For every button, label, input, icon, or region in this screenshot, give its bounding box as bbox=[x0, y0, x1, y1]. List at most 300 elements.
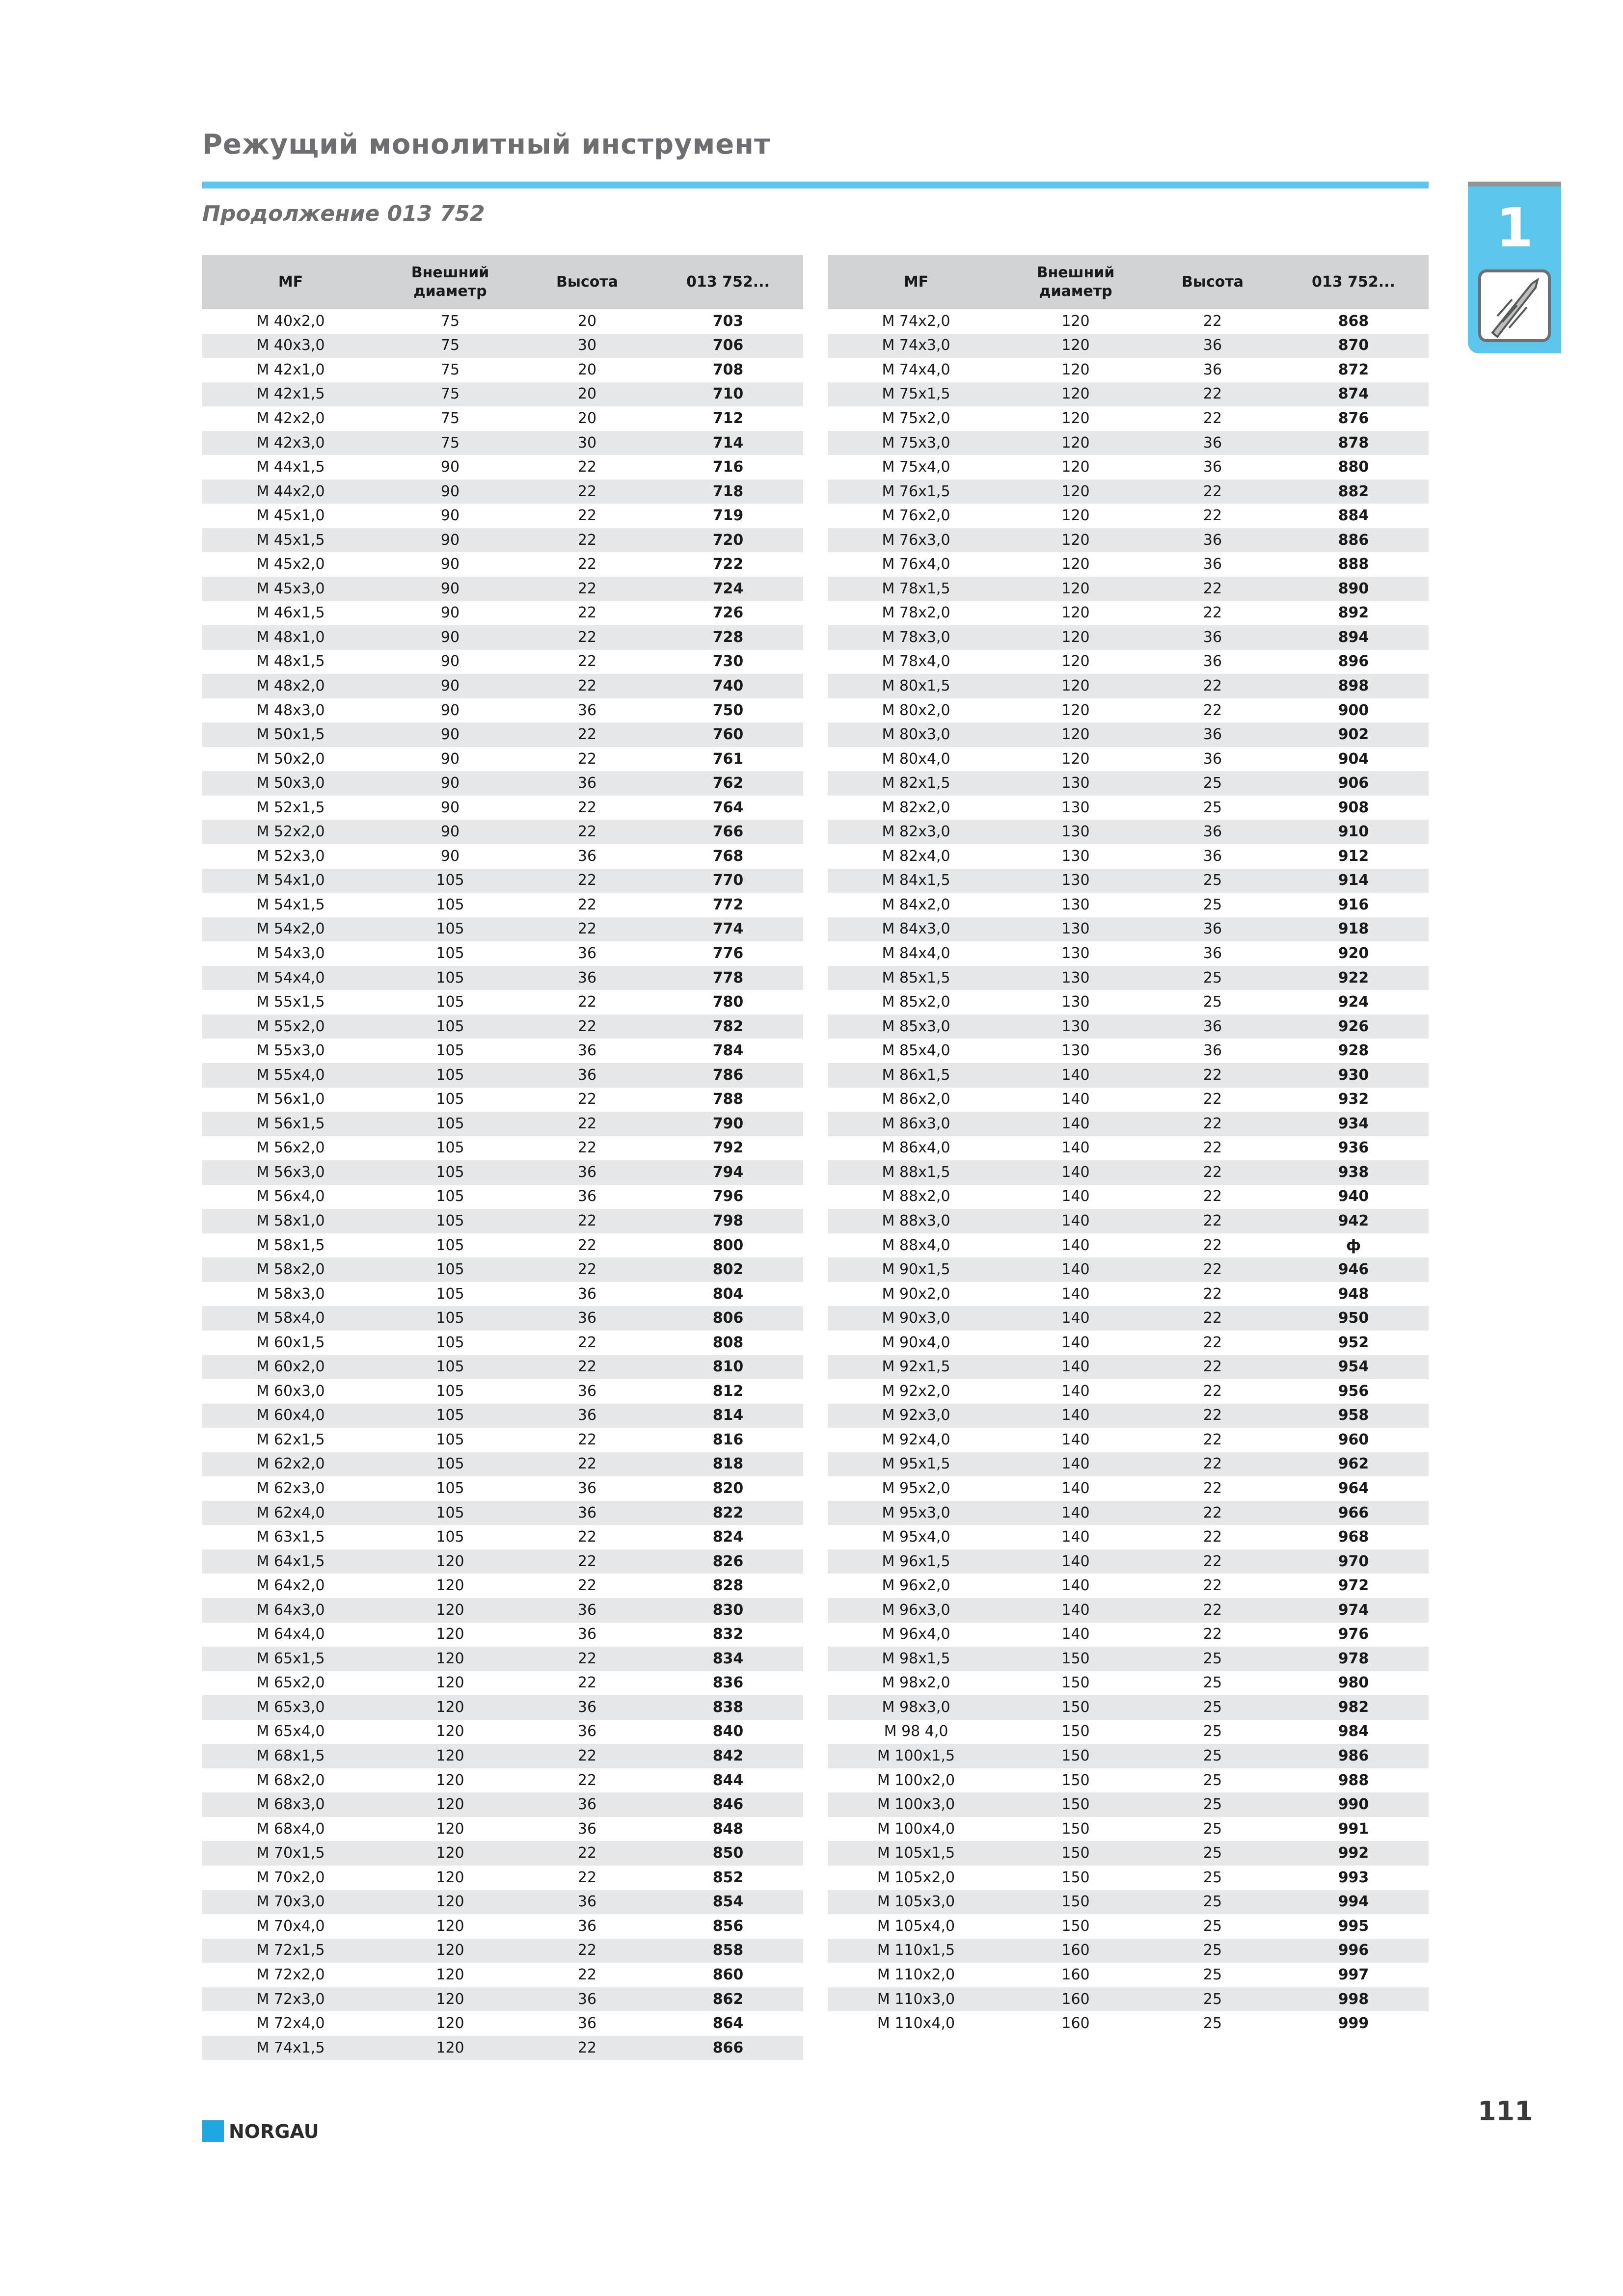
cell-height: 22 bbox=[521, 1015, 653, 1039]
cell-height: 36 bbox=[1203, 458, 1222, 476]
cell-height: 22 bbox=[1147, 1549, 1278, 1574]
cell-height: 36 bbox=[577, 1917, 597, 1935]
cell-outer-diameter: 105 bbox=[379, 1063, 521, 1088]
table-row bbox=[828, 1890, 1429, 1915]
cell-code: 780 bbox=[712, 993, 744, 1011]
table-row bbox=[202, 455, 803, 480]
cell-outer-diameter: 90 bbox=[379, 480, 521, 504]
cell-mf: M 92x2,0 bbox=[882, 1382, 950, 1400]
cell-code: 880 bbox=[1338, 458, 1369, 476]
cell-mf: M 98x2,0 bbox=[882, 1674, 950, 1692]
header-diameter-line2: диаметр bbox=[1039, 283, 1112, 300]
cell-height: 25 bbox=[1147, 1744, 1278, 1768]
cell-mf: M 60x4,0 bbox=[202, 1404, 379, 1428]
table-row bbox=[828, 1209, 1429, 1233]
cell-outer-diameter: 120 bbox=[436, 1626, 464, 1643]
cell-mf: M 50x1,5 bbox=[202, 722, 379, 747]
cell-code: 740 bbox=[653, 674, 803, 698]
cell-outer-diameter: 105 bbox=[436, 1139, 464, 1157]
cell-height: 25 bbox=[1147, 1647, 1278, 1671]
cell-height: 36 bbox=[1147, 722, 1278, 747]
cell-mf: M 64x2,0 bbox=[256, 1577, 325, 1595]
table-row bbox=[202, 1987, 803, 2012]
cell-mf: M 62x1,5 bbox=[256, 1431, 325, 1448]
cell-height: 36 bbox=[1147, 334, 1278, 358]
cell-code: 898 bbox=[1278, 674, 1429, 698]
table-row bbox=[828, 1720, 1429, 1744]
cell-code: 988 bbox=[1338, 1771, 1369, 1789]
table-row bbox=[202, 1914, 803, 1939]
cell-code: 876 bbox=[1338, 409, 1369, 427]
cell-height: 22 bbox=[1147, 1063, 1278, 1088]
cell-height: 25 bbox=[1147, 1939, 1278, 1963]
cell-mf: M 80x3,0 bbox=[828, 722, 1004, 747]
cell-height: 36 bbox=[1147, 528, 1278, 553]
chapter-tab[interactable] bbox=[1468, 182, 1561, 353]
cell-height: 22 bbox=[521, 1209, 653, 1233]
cell-outer-diameter: 120 bbox=[436, 1869, 464, 1886]
table-row bbox=[828, 1987, 1429, 2012]
cell-height: 22 bbox=[1147, 1404, 1278, 1428]
cell-code: 842 bbox=[653, 1744, 803, 1768]
cell-height: 36 bbox=[577, 2015, 597, 2032]
table-row bbox=[828, 1282, 1429, 1307]
cell-mf: M 98 4,0 bbox=[884, 1723, 948, 1740]
cell-mf: M 96x2,0 bbox=[882, 1577, 950, 1595]
cell-outer-diameter: 120 bbox=[1004, 674, 1147, 698]
cell-outer-diameter: 120 bbox=[436, 1917, 464, 1935]
cell-mf: M 56x2,0 bbox=[256, 1139, 325, 1157]
cell-height: 22 bbox=[577, 1139, 597, 1157]
table-row bbox=[202, 1841, 803, 1866]
table-row bbox=[202, 1039, 803, 1063]
cell-code: 832 bbox=[712, 1626, 744, 1643]
cell-outer-diameter: 90 bbox=[440, 847, 460, 865]
cell-height: 36 bbox=[577, 701, 597, 719]
cell-height: 22 bbox=[577, 1431, 597, 1448]
cell-outer-diameter: 140 bbox=[1004, 1355, 1147, 1380]
table-row bbox=[828, 1404, 1429, 1428]
cell-outer-diameter: 75 bbox=[440, 312, 460, 330]
table-row bbox=[828, 1063, 1429, 1088]
cell-height: 20 bbox=[577, 361, 597, 378]
cell-outer-diameter: 105 bbox=[436, 1480, 464, 1497]
cell-code: 762 bbox=[653, 771, 803, 796]
cell-code: 872 bbox=[1338, 361, 1369, 378]
cell-mf: M 84x2,0 bbox=[882, 896, 950, 913]
cell-height: 25 bbox=[1203, 799, 1222, 816]
cell-code: 836 bbox=[712, 1674, 744, 1692]
cell-outer-diameter: 75 bbox=[440, 409, 460, 427]
cell-height: 22 bbox=[1147, 674, 1278, 698]
cell-code: 878 bbox=[1278, 431, 1429, 455]
cell-height: 22 bbox=[1147, 577, 1278, 601]
cell-height: 36 bbox=[521, 1063, 653, 1088]
cell-height: 22 bbox=[577, 993, 597, 1011]
cell-code: 772 bbox=[712, 896, 744, 913]
cell-mf: M 45x3,0 bbox=[202, 577, 379, 601]
cell-mf: M 58x1,0 bbox=[202, 1209, 379, 1233]
table-row bbox=[828, 1112, 1429, 1136]
table-row bbox=[828, 528, 1429, 553]
cell-height: 25 bbox=[1203, 993, 1222, 1011]
table-row bbox=[202, 1063, 803, 1088]
brand-logo-text: NORGAU bbox=[229, 2121, 319, 2142]
cell-code: 900 bbox=[1338, 701, 1369, 719]
cell-code: 993 bbox=[1338, 1869, 1369, 1886]
cell-height: 30 bbox=[521, 431, 653, 455]
cell-code: 840 bbox=[712, 1723, 744, 1740]
cell-code: 730 bbox=[712, 653, 744, 670]
cell-outer-diameter: 105 bbox=[379, 1306, 521, 1331]
table-row bbox=[202, 1185, 803, 1209]
cell-height: 22 bbox=[1147, 480, 1278, 504]
cell-mf: M 76x2,0 bbox=[882, 507, 950, 525]
cell-mf: M 45x1,5 bbox=[202, 528, 379, 553]
table-row bbox=[828, 625, 1429, 650]
table-row bbox=[202, 1768, 803, 1793]
cell-code: 706 bbox=[653, 334, 803, 358]
table-row bbox=[828, 2011, 1429, 2036]
table-row bbox=[828, 1671, 1429, 1696]
cell-code: 874 bbox=[1278, 382, 1429, 407]
cell-outer-diameter: 105 bbox=[436, 1188, 464, 1205]
table-row bbox=[828, 650, 1429, 674]
cell-outer-diameter: 105 bbox=[436, 1285, 464, 1303]
cell-mf: M 56x1,0 bbox=[256, 1091, 325, 1108]
cell-mf: M 64x4,0 bbox=[256, 1626, 325, 1643]
cell-code: 846 bbox=[653, 1792, 803, 1817]
cell-code: 902 bbox=[1278, 722, 1429, 747]
cell-mf: M 56x3,0 bbox=[202, 1160, 379, 1185]
cell-mf: M 88x1,5 bbox=[828, 1160, 1004, 1185]
cell-height: 22 bbox=[521, 1112, 653, 1136]
cell-outer-diameter: 105 bbox=[379, 1257, 521, 1282]
cell-mf: M 52x2,0 bbox=[202, 820, 379, 844]
table-row bbox=[828, 1452, 1429, 1477]
cell-height: 22 bbox=[577, 1236, 597, 1254]
table-row bbox=[828, 1039, 1429, 1063]
cell-code: 728 bbox=[653, 625, 803, 650]
cell-mf: M 85x2,0 bbox=[882, 993, 950, 1011]
cell-mf: M 100x3,0 bbox=[828, 1792, 1004, 1817]
cell-mf: M 64x1,5 bbox=[202, 1549, 379, 1574]
cell-code: 984 bbox=[1338, 1723, 1369, 1740]
cell-height: 36 bbox=[577, 1188, 597, 1205]
cell-mf: M 90x4,0 bbox=[882, 1334, 950, 1351]
table-row bbox=[828, 1379, 1429, 1404]
cell-height: 22 bbox=[577, 1334, 597, 1351]
table-row bbox=[202, 941, 803, 966]
cell-code: 922 bbox=[1278, 966, 1429, 990]
cell-outer-diameter: 140 bbox=[1004, 1501, 1147, 1525]
cell-code: 726 bbox=[712, 604, 744, 622]
cell-mf: M 58x3,0 bbox=[256, 1285, 325, 1303]
cell-outer-diameter: 105 bbox=[436, 896, 464, 913]
cell-mf: M 52x1,5 bbox=[256, 799, 325, 816]
cell-mf: M 45x2,0 bbox=[256, 556, 325, 573]
table-row bbox=[202, 1355, 803, 1380]
cell-mf: M 98x3,0 bbox=[828, 1695, 1004, 1720]
cell-outer-diameter: 105 bbox=[379, 1501, 521, 1525]
cell-height: 22 bbox=[521, 917, 653, 942]
table-row bbox=[828, 1549, 1429, 1574]
cell-mf: M 76x1,5 bbox=[828, 480, 1004, 504]
cell-outer-diameter: 120 bbox=[379, 1987, 521, 2012]
cell-outer-diameter: 120 bbox=[379, 2036, 521, 2060]
cell-mf: M 74x4,0 bbox=[882, 361, 950, 378]
cell-mf: M 56x1,5 bbox=[202, 1112, 379, 1136]
cell-code: 920 bbox=[1338, 944, 1369, 962]
cell-height: 22 bbox=[1203, 1382, 1222, 1400]
cell-mf: M 85x1,5 bbox=[828, 966, 1004, 990]
cell-code: 790 bbox=[653, 1112, 803, 1136]
cell-code: 808 bbox=[712, 1334, 744, 1351]
cell-height: 22 bbox=[577, 556, 597, 573]
cell-mf: M 58x1,5 bbox=[256, 1236, 325, 1254]
cell-code: 960 bbox=[1338, 1431, 1369, 1448]
cell-outer-diameter: 150 bbox=[1004, 1890, 1147, 1915]
cell-code: 998 bbox=[1278, 1987, 1429, 2012]
cell-height: 22 bbox=[1203, 1285, 1222, 1303]
cell-code: 912 bbox=[1338, 847, 1369, 865]
cell-mf: M 60x1,5 bbox=[256, 1334, 325, 1351]
cell-height: 22 bbox=[521, 2036, 653, 2060]
cell-code: 814 bbox=[653, 1404, 803, 1428]
cell-height: 25 bbox=[1147, 1792, 1278, 1817]
cell-code: 964 bbox=[1338, 1480, 1369, 1497]
cell-height: 22 bbox=[521, 722, 653, 747]
table-row bbox=[202, 1671, 803, 1696]
cell-code: 864 bbox=[712, 2015, 744, 2032]
cell-mf: M 92x4,0 bbox=[882, 1431, 950, 1448]
cell-code: 995 bbox=[1338, 1917, 1369, 1935]
cell-outer-diameter: 120 bbox=[379, 1744, 521, 1768]
cell-code: 703 bbox=[712, 312, 744, 330]
cell-code: 950 bbox=[1278, 1306, 1429, 1331]
cell-outer-diameter: 140 bbox=[1061, 1577, 1090, 1595]
cell-height: 22 bbox=[1147, 1112, 1278, 1136]
cell-code: 991 bbox=[1338, 1820, 1369, 1838]
cell-code: 812 bbox=[712, 1382, 744, 1400]
cell-mf: M 58x4,0 bbox=[202, 1306, 379, 1331]
table-row bbox=[202, 552, 803, 577]
header-outer-diameter bbox=[379, 255, 521, 309]
cell-height: 25 bbox=[1147, 1890, 1278, 1915]
cell-outer-diameter: 120 bbox=[379, 1598, 521, 1623]
cell-mf: M 56x4,0 bbox=[256, 1188, 325, 1205]
cell-outer-diameter: 120 bbox=[436, 1577, 464, 1595]
cell-height: 22 bbox=[1203, 312, 1222, 330]
cell-height: 22 bbox=[1203, 1626, 1222, 1643]
table-row bbox=[828, 698, 1429, 723]
cell-outer-diameter: 120 bbox=[1004, 382, 1147, 407]
table-row bbox=[828, 334, 1429, 358]
cell-outer-diameter: 130 bbox=[1004, 966, 1147, 990]
cell-height: 22 bbox=[521, 674, 653, 698]
cell-outer-diameter: 105 bbox=[379, 1404, 521, 1428]
table-row bbox=[828, 1160, 1429, 1185]
cell-outer-diameter: 140 bbox=[1061, 1626, 1090, 1643]
header-code: 013 752... bbox=[653, 255, 803, 309]
cell-mf: M 86x3,0 bbox=[828, 1112, 1004, 1136]
cell-mf: M 75x3,0 bbox=[828, 431, 1004, 455]
cell-height: 22 bbox=[521, 869, 653, 893]
cell-mf: M 54x4,0 bbox=[202, 966, 379, 990]
cell-height: 25 bbox=[1147, 771, 1278, 796]
cell-code: 916 bbox=[1338, 896, 1369, 913]
cell-height: 20 bbox=[577, 312, 597, 330]
cell-outer-diameter: 140 bbox=[1004, 1160, 1147, 1185]
cell-outer-diameter: 140 bbox=[1004, 1452, 1147, 1477]
table-row bbox=[828, 1306, 1429, 1331]
cell-outer-diameter: 120 bbox=[379, 1792, 521, 1817]
cell-code: 768 bbox=[712, 847, 744, 865]
table-row bbox=[202, 796, 803, 820]
table-row bbox=[828, 1476, 1429, 1501]
header-mf: MF bbox=[828, 255, 1004, 309]
table-row bbox=[202, 1963, 803, 1987]
cell-height: 36 bbox=[1203, 847, 1222, 865]
cell-code: 976 bbox=[1338, 1626, 1369, 1643]
cell-height: 36 bbox=[1147, 1015, 1278, 1039]
cell-height: 25 bbox=[1203, 1869, 1222, 1886]
cell-outer-diameter: 130 bbox=[1004, 820, 1147, 844]
cell-height: 22 bbox=[577, 799, 597, 816]
cell-outer-diameter: 150 bbox=[1004, 1841, 1147, 1866]
cell-height: 22 bbox=[577, 1091, 597, 1108]
cell-height: 36 bbox=[1147, 820, 1278, 844]
cell-mf: M 90x3,0 bbox=[828, 1306, 1004, 1331]
cell-mf: M 54x1,5 bbox=[256, 896, 325, 913]
cell-outer-diameter: 130 bbox=[1061, 1042, 1090, 1060]
cell-mf: M 64x3,0 bbox=[202, 1598, 379, 1623]
cell-mf: M 105x4,0 bbox=[877, 1917, 955, 1935]
cell-outer-diameter: 140 bbox=[1061, 1188, 1090, 1205]
cell-code: 924 bbox=[1338, 993, 1369, 1011]
cell-mf: M 50x2,0 bbox=[256, 750, 325, 768]
cell-code: 786 bbox=[653, 1063, 803, 1088]
header-mf: MF bbox=[202, 255, 379, 309]
cell-outer-diameter: 140 bbox=[1061, 1285, 1090, 1303]
cell-mf: M 84x1,5 bbox=[828, 869, 1004, 893]
cell-height: 22 bbox=[1147, 382, 1278, 407]
cell-height: 22 bbox=[521, 1355, 653, 1380]
cell-outer-diameter: 105 bbox=[379, 1015, 521, 1039]
cell-mf: M 86x4,0 bbox=[882, 1139, 950, 1157]
cell-outer-diameter: 75 bbox=[379, 382, 521, 407]
cell-mf: M 42x3,0 bbox=[202, 431, 379, 455]
cell-height: 22 bbox=[1203, 1334, 1222, 1351]
cell-mf: M 62x3,0 bbox=[256, 1480, 325, 1497]
cell-code: 996 bbox=[1278, 1939, 1429, 1963]
cell-height: 22 bbox=[1147, 1598, 1278, 1623]
table-row bbox=[828, 941, 1429, 966]
cell-mf: M 88x3,0 bbox=[828, 1209, 1004, 1233]
cell-outer-diameter: 105 bbox=[379, 1452, 521, 1477]
cell-height: 36 bbox=[521, 1501, 653, 1525]
cell-outer-diameter: 105 bbox=[436, 1431, 464, 1448]
cell-height: 22 bbox=[1147, 1209, 1278, 1233]
cell-outer-diameter: 120 bbox=[1061, 604, 1090, 622]
header-diameter-line2: диаметр bbox=[413, 283, 487, 300]
cell-mf: M 74x2,0 bbox=[882, 312, 950, 330]
cell-mf: M 76x4,0 bbox=[882, 556, 950, 573]
cell-code: 982 bbox=[1278, 1695, 1429, 1720]
cell-height: 22 bbox=[1203, 1139, 1222, 1157]
cell-outer-diameter: 140 bbox=[1061, 1431, 1090, 1448]
cell-outer-diameter: 90 bbox=[379, 577, 521, 601]
cell-mf: M 100x2,0 bbox=[877, 1771, 955, 1789]
cell-height: 22 bbox=[577, 1966, 597, 1983]
cell-height: 25 bbox=[1203, 1723, 1222, 1740]
cell-code: 776 bbox=[712, 944, 744, 962]
table-row bbox=[202, 358, 803, 382]
table-row bbox=[202, 650, 803, 674]
cell-height: 36 bbox=[521, 1404, 653, 1428]
cell-code: 802 bbox=[653, 1257, 803, 1282]
cell-outer-diameter: 75 bbox=[379, 431, 521, 455]
cell-outer-diameter: 150 bbox=[1004, 1744, 1147, 1768]
cell-outer-diameter: 120 bbox=[1061, 653, 1090, 670]
cell-mf: M 40x3,0 bbox=[202, 334, 379, 358]
table-row bbox=[202, 1282, 803, 1307]
cell-outer-diameter: 120 bbox=[379, 1647, 521, 1671]
cell-height: 22 bbox=[1203, 1480, 1222, 1497]
cell-height: 22 bbox=[521, 1744, 653, 1768]
cell-mf: M 78x2,0 bbox=[882, 604, 950, 622]
cell-code: 788 bbox=[712, 1091, 744, 1108]
cell-height: 22 bbox=[521, 1647, 653, 1671]
cell-mf: M 98x1,5 bbox=[828, 1647, 1004, 1671]
cell-code: 848 bbox=[712, 1820, 744, 1838]
cell-height: 36 bbox=[577, 944, 597, 962]
cell-outer-diameter: 140 bbox=[1061, 1382, 1090, 1400]
cell-height: 22 bbox=[1203, 409, 1222, 427]
cell-code: 890 bbox=[1278, 577, 1429, 601]
cell-outer-diameter: 120 bbox=[436, 1820, 464, 1838]
cell-outer-diameter: 130 bbox=[1004, 771, 1147, 796]
cell-mf: M 110x4,0 bbox=[877, 2015, 955, 2032]
cell-code: 716 bbox=[712, 458, 744, 476]
cell-outer-diameter: 140 bbox=[1004, 1209, 1147, 1233]
cell-outer-diameter: 140 bbox=[1061, 1091, 1090, 1108]
cell-code: 792 bbox=[712, 1139, 744, 1157]
cell-height: 22 bbox=[1203, 1431, 1222, 1448]
cell-mf: M 92x1,5 bbox=[828, 1355, 1004, 1380]
cell-height: 36 bbox=[1203, 556, 1222, 573]
cell-height: 22 bbox=[1147, 1501, 1278, 1525]
cell-height: 22 bbox=[1147, 1257, 1278, 1282]
cell-outer-diameter: 120 bbox=[1061, 701, 1090, 719]
cell-mf: M 88x4,0 bbox=[882, 1236, 950, 1254]
cell-code: 818 bbox=[653, 1452, 803, 1477]
cell-outer-diameter: 90 bbox=[379, 820, 521, 844]
cell-height: 22 bbox=[1147, 1452, 1278, 1477]
cell-outer-diameter: 120 bbox=[379, 1549, 521, 1574]
cell-height: 22 bbox=[1203, 1236, 1222, 1254]
cell-height: 25 bbox=[1203, 1966, 1222, 1983]
table-row bbox=[202, 1404, 803, 1428]
cell-code: 932 bbox=[1338, 1091, 1369, 1108]
cell-height: 36 bbox=[1203, 1042, 1222, 1060]
cell-mf: M 84x4,0 bbox=[882, 944, 950, 962]
cell-mf: M 42x1,5 bbox=[202, 382, 379, 407]
table-row bbox=[202, 771, 803, 796]
cell-code: 968 bbox=[1338, 1528, 1369, 1546]
cell-mf: M 55x4,0 bbox=[202, 1063, 379, 1088]
cell-height: 20 bbox=[577, 409, 597, 427]
